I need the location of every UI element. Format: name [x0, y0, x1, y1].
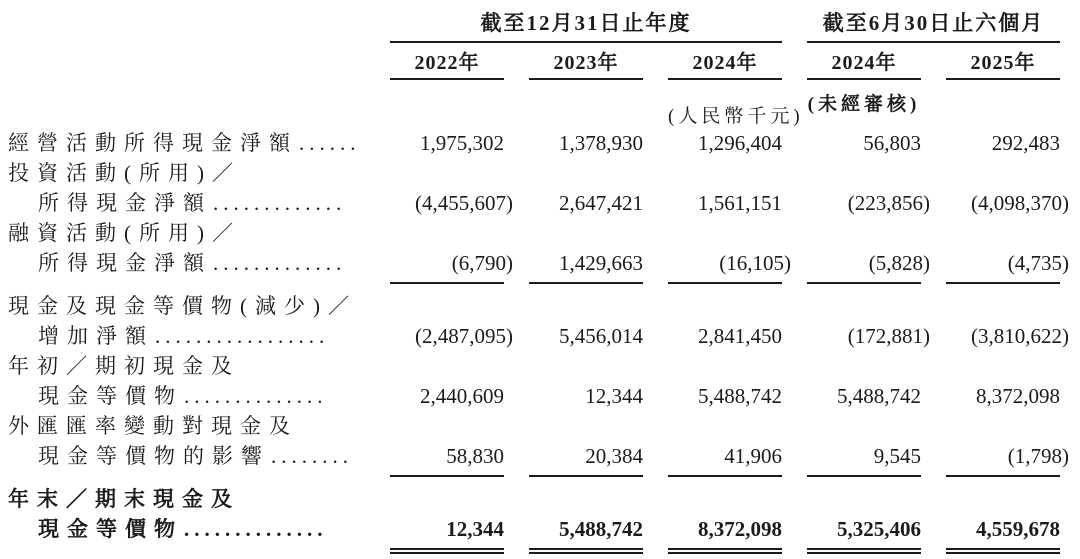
value-cell: [807, 128, 921, 158]
row-label: [8, 351, 365, 381]
table-row-line: [8, 441, 1080, 477]
value-cell: [807, 188, 930, 218]
value-text: 1,429,663: [559, 251, 643, 275]
row-label-text: 外匯匯率變動對現金及: [8, 414, 298, 438]
row-label-text: 所得現金淨額: [38, 251, 212, 275]
row-label-text: 現金等價物: [38, 384, 183, 408]
row-label: [8, 411, 365, 441]
row-label: [8, 441, 365, 477]
row-label-text: 投資活動(所用)／: [8, 161, 241, 185]
value-text: (172,881): [847, 324, 930, 348]
column-header-2024: 2024年: [668, 51, 782, 80]
value-text: 1,561,151: [698, 191, 782, 215]
value-cell: [529, 514, 643, 554]
row-label: [8, 321, 365, 351]
leader-dots: .............: [213, 251, 347, 275]
value-text: 1,378,930: [559, 131, 643, 155]
leader-dots: .................: [155, 324, 330, 348]
value-text: 292,483: [991, 131, 1060, 155]
row-label-text: 現金及現金等價物(減少)／: [8, 294, 357, 318]
value-cell: [390, 514, 504, 554]
table-row-line: [8, 128, 1080, 158]
value-text: (6,790): [451, 251, 513, 275]
leader-dots: ..............: [184, 384, 328, 408]
row-label: [8, 291, 365, 321]
value-cell: [668, 441, 782, 477]
leader-dots: ......: [299, 131, 361, 155]
table-row-line: [8, 381, 1080, 411]
value-text: 2,841,450: [698, 324, 782, 348]
value-text: 5,488,742: [837, 384, 921, 408]
value-text: 9,545: [873, 444, 921, 468]
table-row-line: [8, 291, 1080, 321]
currency-unit-note: (人民幣千元): [668, 106, 804, 127]
value-cell: [390, 188, 513, 218]
row-label-text: 年末／期末現金及: [8, 487, 240, 511]
value-text: 20,384: [585, 444, 643, 468]
value-text: 41,906: [724, 444, 782, 468]
value-text: (2,487,095): [415, 324, 513, 348]
value-cell: [807, 381, 921, 411]
value-text: 5,488,742: [698, 384, 782, 408]
table-row-line: [8, 351, 1080, 381]
leader-dots: .............: [213, 191, 347, 215]
table-row-line: [8, 321, 1080, 351]
row-label-text: 增加淨額: [38, 324, 154, 348]
table-row-line: [8, 218, 1080, 248]
value-text: 12,344: [585, 384, 643, 408]
value-cell: [668, 514, 782, 554]
value-cell: [529, 441, 643, 477]
table-row-line: [8, 248, 1080, 284]
value-cell: [946, 321, 1069, 351]
value-cell: [529, 381, 643, 411]
row-label-text: 現金等價物的影響: [38, 444, 270, 468]
value-cell: [529, 188, 643, 218]
value-cell: [946, 128, 1060, 158]
column-group-annual: 截至12月31日止年度: [390, 10, 782, 43]
row-label-text: 年初／期初現金及: [8, 354, 240, 378]
row-label: [8, 188, 365, 218]
value-text: 8,372,098: [698, 517, 782, 541]
value-text: 8,372,098: [976, 384, 1060, 408]
value-cell: [390, 248, 513, 284]
value-text: (5,828): [868, 251, 930, 275]
row-label-text: 經營活動所得現金淨額: [8, 131, 298, 155]
row-label: [8, 514, 365, 554]
value-text: 5,325,406: [837, 517, 921, 541]
table-row-line: [8, 411, 1080, 441]
table-row-line: [8, 514, 1080, 554]
value-cell: [668, 321, 782, 351]
value-cell: [390, 441, 504, 477]
value-cell: [946, 441, 1069, 477]
value-cell: [529, 248, 643, 284]
value-cell: [529, 128, 643, 158]
row-label-text: 融資活動(所用)／: [8, 221, 241, 245]
value-text: 56,803: [863, 131, 921, 155]
value-text: (223,856): [847, 191, 930, 215]
value-text: (4,455,607): [415, 191, 513, 215]
row-label: [8, 218, 365, 248]
leader-dots: ........: [271, 444, 353, 468]
value-text: 2,440,609: [420, 384, 504, 408]
column-header-2022: 2022年: [390, 51, 504, 80]
row-label: [8, 484, 365, 514]
value-cell: [807, 248, 930, 284]
value-cell: [946, 248, 1069, 284]
row-label-text: 現金等價物: [38, 517, 183, 541]
value-cell: [807, 321, 930, 351]
value-text: 1,975,302: [420, 131, 504, 155]
value-text: (1,798): [1007, 444, 1069, 468]
table-body: [8, 128, 1080, 554]
value-text: (3,810,622): [971, 324, 1069, 348]
value-cell: [807, 441, 921, 477]
value-cell: [807, 514, 921, 554]
value-cell: [668, 381, 782, 411]
value-text: (4,098,370): [971, 191, 1069, 215]
value-text: 1,296,404: [698, 131, 782, 155]
leader-dots: ..............: [184, 517, 328, 541]
value-cell: [390, 381, 504, 411]
row-label: [8, 158, 365, 188]
value-cell: [668, 188, 782, 218]
column-group-interim: 截至6月30日止六個月: [807, 10, 1060, 43]
table-header: [8, 10, 1080, 128]
value-cell: [529, 321, 643, 351]
unaudited-note: (未經審核): [807, 94, 921, 115]
value-text: 12,344: [446, 517, 504, 541]
column-header-2023: 2023年: [529, 51, 643, 80]
value-text: 5,488,742: [559, 517, 643, 541]
table-row-line: [8, 484, 1080, 514]
table-row-line: [8, 188, 1080, 218]
column-header-2025-interim: 2025年: [946, 51, 1060, 80]
row-label-text: 所得現金淨額: [38, 191, 212, 215]
value-cell: [668, 248, 791, 284]
value-text: 2,647,421: [559, 191, 643, 215]
value-cell: [946, 381, 1060, 411]
value-cell: [946, 514, 1060, 554]
value-cell: [668, 128, 782, 158]
value-cell: [946, 188, 1069, 218]
value-text: (4,735): [1007, 251, 1069, 275]
value-text: 58,830: [446, 444, 504, 468]
value-text: 4,559,678: [976, 517, 1060, 541]
value-text: 5,456,014: [559, 324, 643, 348]
row-label: [8, 381, 365, 411]
value-cell: [390, 128, 504, 158]
row-label: [8, 128, 365, 158]
value-text: (16,105): [719, 251, 791, 275]
value-cell: [390, 321, 513, 351]
row-label: [8, 248, 365, 284]
column-header-2024-interim: 2024年: [807, 51, 921, 80]
table-row-line: [8, 158, 1080, 188]
